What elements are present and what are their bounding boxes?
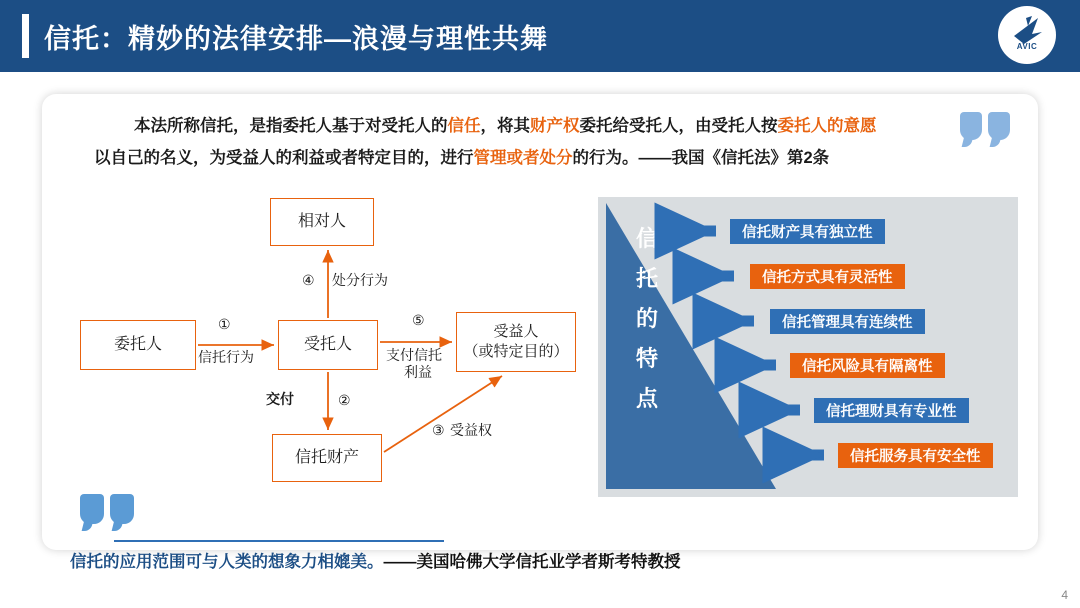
bottom-quote [70, 549, 1010, 575]
bottom-quote-highlight: 信托的应用范围可与人类的想象力相媲美。 [70, 553, 384, 571]
label-number-3: ③ [432, 422, 445, 438]
law-text-1: 本法所称信托，是指委托人基于对受托人的 [134, 117, 448, 135]
header-accent-bar [22, 14, 29, 58]
feature-item-2: 信托管理具有连续性 [770, 309, 925, 334]
panel-title-char-3: 特 [635, 346, 658, 371]
law-quote-line-2 [94, 142, 964, 174]
law-highlight-trust: 信任 [447, 117, 481, 135]
law-text-3: 委托给受托人，由受托人按 [579, 117, 778, 135]
panel-title-char-0: 信 [635, 226, 658, 251]
trust-features-panel [598, 197, 1018, 497]
content-card [42, 94, 1038, 571]
label-disposal-act: 处分行为 [332, 272, 388, 288]
label-number-1: ① [218, 316, 231, 332]
panel-title-char-2: 的 [635, 306, 658, 331]
feature-item-3: 信托风险具有隔离性 [790, 353, 945, 378]
bottom-quote-attribution: ——美国哈佛大学信托业学者斯考特教授 [383, 553, 681, 571]
label-trust-act: 信托行为 [198, 349, 254, 365]
law-text-2: ，将其 [480, 117, 530, 135]
label-pay-benefit-1: 支付信托 [386, 347, 442, 363]
feature-item-0: 信托财产具有独立性 [730, 219, 885, 244]
slide-header [0, 0, 1080, 72]
label-pay-benefit-2: 利益 [404, 364, 432, 380]
law-quote-paragraph [94, 110, 964, 174]
node-beneficiary-line2: （或特定目的） [463, 343, 569, 360]
page-title: 信托：精妙的法律安排—浪漫与理性共舞 [44, 24, 548, 54]
panel-title-char-1: 托 [635, 266, 658, 291]
label-deliver: 交付 [266, 391, 294, 407]
label-number-5: ⑤ [412, 312, 425, 328]
law-highlight-property: 财产权 [530, 117, 580, 135]
logo-text: AVIC [1016, 42, 1038, 51]
law-highlight-manage: 管理或者处分 [473, 149, 573, 167]
law-text-4: 以自己的名义，为受益人的利益或者特定目的，进行 [94, 149, 474, 167]
feature-item-1: 信托方式具有灵活性 [750, 264, 905, 289]
avic-logo-icon [998, 6, 1058, 66]
law-text-5: 的行为。——我国《信托法》第2条 [572, 149, 830, 167]
label-beneficial-right: 受益权 [450, 422, 492, 438]
node-counterparty: 相对人 [270, 198, 374, 246]
label-number-2: ② [338, 392, 351, 408]
node-trust-property: 信托财产 [272, 434, 382, 482]
node-beneficiary [456, 312, 576, 372]
page-number: 4 [1061, 588, 1068, 602]
quote-divider [114, 540, 444, 542]
quote-mark-bottom-icon [80, 494, 140, 528]
label-number-4: ④ [302, 272, 315, 288]
quote-mark-top-icon [960, 112, 1016, 146]
node-trustee: 受托人 [278, 320, 378, 370]
node-settlor: 委托人 [80, 320, 196, 370]
law-highlight-will: 委托人的意愿 [777, 117, 877, 135]
law-quote-line-1 [94, 110, 964, 142]
panel-title-char-4: 点 [635, 386, 658, 411]
trust-flow-diagram [50, 194, 580, 494]
feature-item-4: 信托理财具有专业性 [814, 398, 969, 423]
node-beneficiary-line1: 受益人 [493, 323, 539, 340]
feature-item-5: 信托服务具有安全性 [838, 443, 993, 468]
